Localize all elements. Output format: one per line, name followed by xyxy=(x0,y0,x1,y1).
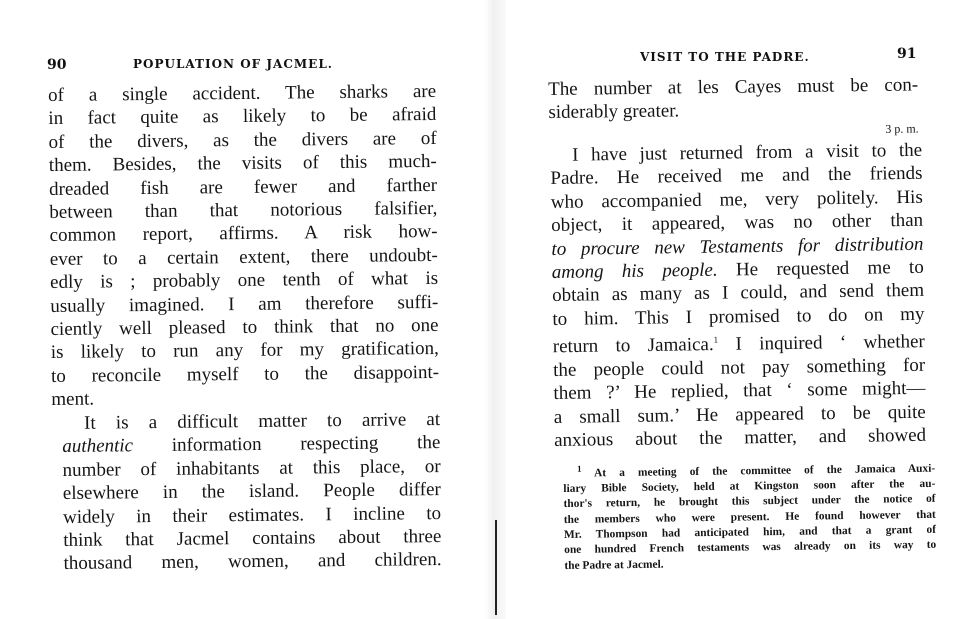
text-line: ment. xyxy=(51,388,95,411)
right-body-opening xyxy=(548,73,919,145)
text-line: number of inhabitants at this place, or xyxy=(62,455,441,481)
footnote-line: Mr. Thompson had anticipated him, and that a grant of xyxy=(563,523,937,541)
text-line: in fact quite as likely to be afraid xyxy=(48,104,437,130)
text-line: thousand men, women, and children. xyxy=(63,549,442,575)
text-line: them ?’ He replied, that ‘ some might— xyxy=(553,378,926,405)
text-line: a small sum.’ He appeared to be quite xyxy=(553,401,926,428)
footnote-line: liary Bible Society, held at Kingston soon after the au- xyxy=(563,477,936,496)
text-line: dreaded fish are fewer and farther xyxy=(48,174,438,200)
footnote-number: 1 xyxy=(577,463,582,474)
text-line: anxious about the matter, and showed xyxy=(553,424,927,452)
text-line: think that Jacmel contains about three xyxy=(63,526,442,552)
right-page xyxy=(490,0,980,619)
text-line: elsewhere in the island. People differ xyxy=(62,479,441,505)
text-line: edly is ; probably one tenth of what is xyxy=(49,268,439,294)
footnote-marker: 1 xyxy=(713,334,719,345)
right-running-head: VISIT TO THE PADRE. xyxy=(640,50,810,64)
text-line: to him. This I promised to do on my xyxy=(552,303,925,330)
time-note: 3 p. m. xyxy=(885,121,919,136)
left-page-number: 90 xyxy=(47,57,67,73)
text-line: Padre. He received me and the friends xyxy=(550,163,923,190)
right-page-number: 91 xyxy=(897,46,917,62)
text-line: the people could not pay something for xyxy=(553,354,926,381)
footnote-line: the Padre at Jacmel. xyxy=(564,558,664,572)
italic-word: authentic xyxy=(62,435,134,458)
left-running-head: POPULATION OF JACMEL. xyxy=(133,57,333,71)
footnote-first-line: At a meeting of the committee of the Jamaica Auxi- xyxy=(581,462,936,480)
italic-phrase: among his people. xyxy=(551,259,718,284)
text-line: who accompanied me, very politely. His xyxy=(550,186,923,213)
text-line: to reconcile myself to the disappoint- xyxy=(50,361,440,387)
left-page xyxy=(0,0,480,619)
text-line: between than that notorious falsifier, xyxy=(49,197,438,224)
text-line: of the divers, as the divers are of xyxy=(48,127,437,153)
text-line: common report, affirms. A risk how- xyxy=(49,221,438,247)
line-start: return to Jamaica. xyxy=(552,334,714,358)
footnote-line: the members who were present. He found however that xyxy=(563,508,936,526)
line-end: I inquired ‘ whether xyxy=(718,331,925,356)
text-line: The number at les Cayes must be con- xyxy=(548,74,919,100)
text-line: ciently well pleased to think that no one xyxy=(50,314,439,341)
text-line: object, it appeared, was no other than xyxy=(550,210,924,237)
line-rest: He requested me to xyxy=(717,256,924,281)
footnote-line: thor's return, he brought this subject under the notice of xyxy=(563,493,936,511)
left-body-paragraph-2 xyxy=(62,408,442,576)
italic-line: to procure new Testaments for distribution xyxy=(551,233,924,260)
text-line: obtain as many as I could, and send them xyxy=(551,280,925,307)
text-line: ever to a certain extent, there undoubt- xyxy=(49,244,438,270)
left-body-paragraph-1 xyxy=(48,80,439,412)
text-line: of a single accident. The sharks are xyxy=(48,80,437,106)
text-line: I have just returned from a visit to the xyxy=(572,139,923,166)
text-line: siderably greater. xyxy=(548,100,680,124)
text-line: them. Besides, the visits of this much- xyxy=(48,151,437,177)
text-line: widely in their estimates. I incline to xyxy=(62,502,442,528)
right-body-paragraph xyxy=(550,139,926,453)
text-line: usually imagined. I am therefore suffi- xyxy=(50,291,439,317)
footnote xyxy=(563,457,937,574)
footnote-line: one hundred French testaments was already on its way to xyxy=(564,539,937,557)
line-rest: information respecting the xyxy=(132,432,441,457)
text-line: is likely to run any for my gratification, xyxy=(50,338,439,364)
text-line: It is a difficult matter to arrive at xyxy=(84,409,441,434)
